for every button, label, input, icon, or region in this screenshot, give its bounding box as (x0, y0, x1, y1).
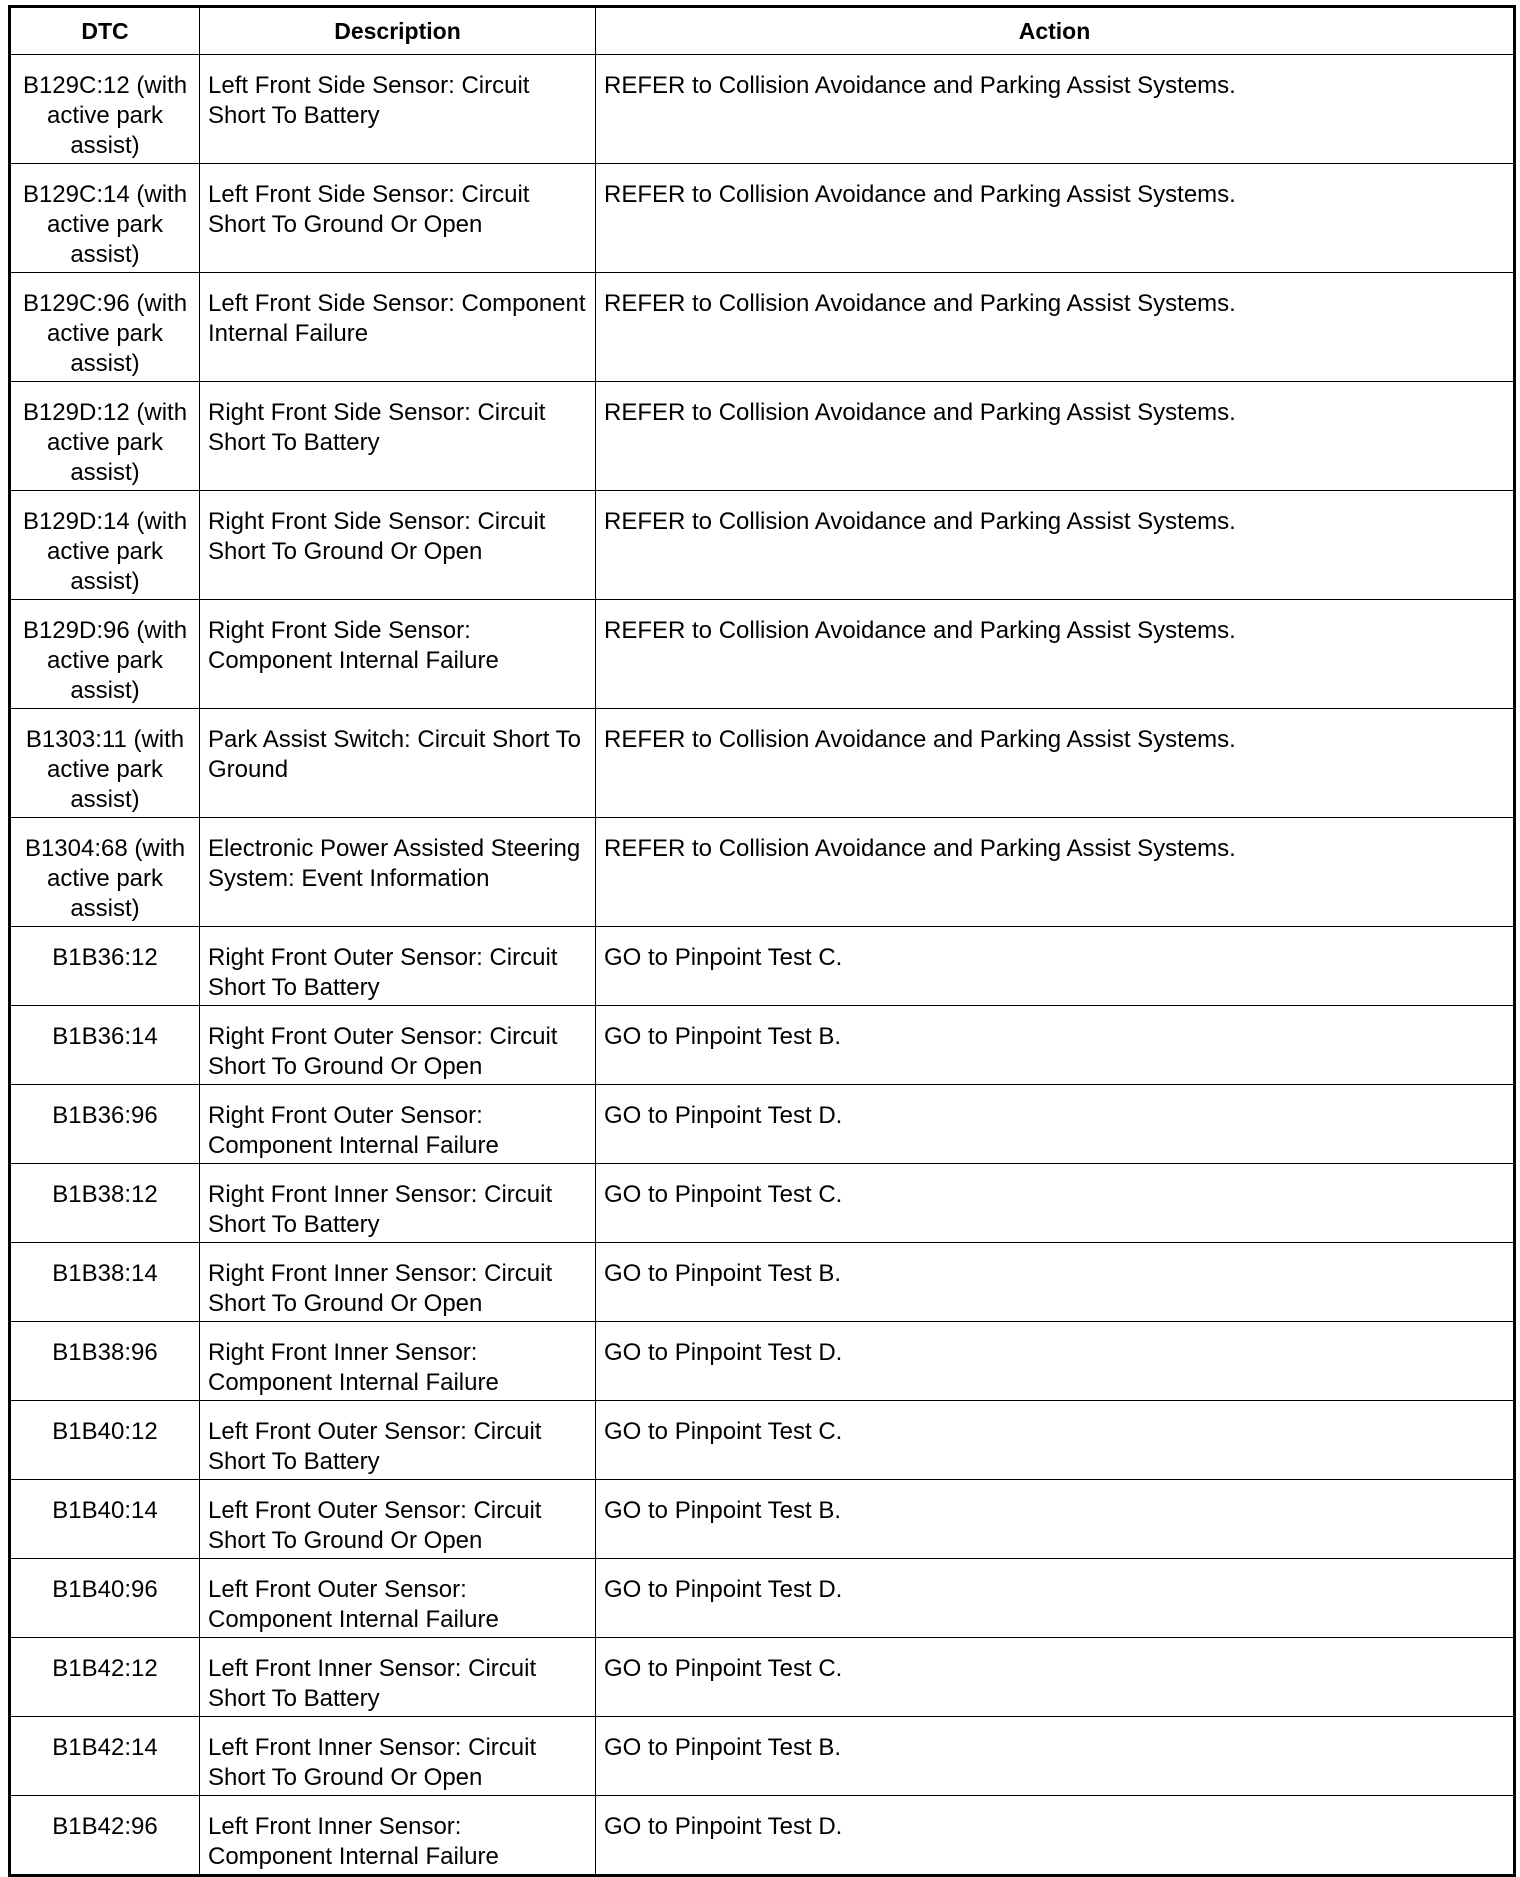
table-row (10, 1638, 1515, 1717)
table-row (10, 1322, 1515, 1401)
action-cell: REFER to Collision Avoidance and Parking Assist Systems. (596, 709, 1515, 818)
action-cell: GO to Pinpoint Test B. (596, 1006, 1515, 1085)
action-cell: REFER to Collision Avoidance and Parking Assist Systems. (596, 382, 1515, 491)
description-cell: Right Front Inner Sensor: Circuit Short To Ground Or Open (200, 1243, 596, 1322)
dtc-code-cell: B1B42:12 (10, 1638, 200, 1717)
table-row (10, 709, 1515, 818)
description-cell: Right Front Inner Sensor: Circuit Short To Battery (200, 1164, 596, 1243)
table-row (10, 1164, 1515, 1243)
description-cell: Right Front Outer Sensor: Circuit Short To Ground Or Open (200, 1006, 596, 1085)
dtc-code-cell: B1B36:12 (10, 927, 200, 1006)
dtc-code-cell: B129D:96 (with active park assist) (10, 600, 200, 709)
action-cell: REFER to Collision Avoidance and Parking Assist Systems. (596, 273, 1515, 382)
dtc-code-cell: B1303:11 (with active park assist) (10, 709, 200, 818)
action-cell: GO to Pinpoint Test C. (596, 1401, 1515, 1480)
dtc-code-cell: B129C:12 (with active park assist) (10, 55, 200, 164)
table-row (10, 55, 1515, 164)
dtc-code-cell: B1B42:96 (10, 1796, 200, 1876)
table-body (10, 55, 1515, 1876)
action-cell: GO to Pinpoint Test C. (596, 1638, 1515, 1717)
description-cell: Electronic Power Assisted Steering System: Event Information (200, 818, 596, 927)
action-cell: REFER to Collision Avoidance and Parking Assist Systems. (596, 55, 1515, 164)
description-cell: Park Assist Switch: Circuit Short To Ground (200, 709, 596, 818)
table-row (10, 273, 1515, 382)
dtc-code-cell: B1304:68 (with active park assist) (10, 818, 200, 927)
dtc-code-cell: B1B40:14 (10, 1480, 200, 1559)
action-cell: GO to Pinpoint Test B. (596, 1717, 1515, 1796)
description-cell: Right Front Side Sensor: Circuit Short To Battery (200, 382, 596, 491)
table-row (10, 600, 1515, 709)
description-cell: Right Front Outer Sensor: Circuit Short To Battery (200, 927, 596, 1006)
dtc-code-cell: B129C:96 (with active park assist) (10, 273, 200, 382)
table-row (10, 1559, 1515, 1638)
dtc-code-cell: B1B38:14 (10, 1243, 200, 1322)
table-row (10, 491, 1515, 600)
description-cell: Left Front Side Sensor: Circuit Short To Battery (200, 55, 596, 164)
table-row (10, 1085, 1515, 1164)
action-cell: GO to Pinpoint Test C. (596, 1164, 1515, 1243)
description-cell: Left Front Side Sensor: Circuit Short To Ground Or Open (200, 164, 596, 273)
action-cell: REFER to Collision Avoidance and Parking Assist Systems. (596, 818, 1515, 927)
description-cell: Right Front Inner Sensor: Component Internal Failure (200, 1322, 596, 1401)
description-cell: Left Front Side Sensor: Component Internal Failure (200, 273, 596, 382)
description-cell: Left Front Outer Sensor: Component Internal Failure (200, 1559, 596, 1638)
action-cell: REFER to Collision Avoidance and Parking Assist Systems. (596, 491, 1515, 600)
table-row (10, 1243, 1515, 1322)
dtc-code-cell: B1B36:96 (10, 1085, 200, 1164)
dtc-code-cell: B129D:14 (with active park assist) (10, 491, 200, 600)
action-cell: GO to Pinpoint Test D. (596, 1085, 1515, 1164)
table-row (10, 382, 1515, 491)
action-cell: REFER to Collision Avoidance and Parking Assist Systems. (596, 164, 1515, 273)
description-cell: Left Front Inner Sensor: Circuit Short To Battery (200, 1638, 596, 1717)
description-cell: Left Front Outer Sensor: Circuit Short To Ground Or Open (200, 1480, 596, 1559)
header-dtc: DTC (10, 7, 200, 55)
table-row (10, 818, 1515, 927)
action-cell: GO to Pinpoint Test C. (596, 927, 1515, 1006)
action-cell: GO to Pinpoint Test D. (596, 1796, 1515, 1876)
description-cell: Left Front Inner Sensor: Component Internal Failure (200, 1796, 596, 1876)
dtc-code-cell: B1B36:14 (10, 1006, 200, 1085)
dtc-code-cell: B1B42:14 (10, 1717, 200, 1796)
action-cell: REFER to Collision Avoidance and Parking Assist Systems. (596, 600, 1515, 709)
description-cell: Left Front Outer Sensor: Circuit Short To Battery (200, 1401, 596, 1480)
dtc-code-cell: B129C:14 (with active park assist) (10, 164, 200, 273)
description-cell: Right Front Side Sensor: Component Internal Failure (200, 600, 596, 709)
dtc-code-cell: B1B40:96 (10, 1559, 200, 1638)
description-cell: Right Front Outer Sensor: Component Internal Failure (200, 1085, 596, 1164)
description-cell: Right Front Side Sensor: Circuit Short To Ground Or Open (200, 491, 596, 600)
action-cell: GO to Pinpoint Test D. (596, 1559, 1515, 1638)
table-row (10, 927, 1515, 1006)
dtc-code-cell: B1B40:12 (10, 1401, 200, 1480)
dtc-code-cell: B1B38:96 (10, 1322, 200, 1401)
dtc-code-cell: B129D:12 (with active park assist) (10, 382, 200, 491)
table-header-row (10, 7, 1515, 55)
table-row (10, 1717, 1515, 1796)
table-row (10, 164, 1515, 273)
table-row (10, 1006, 1515, 1085)
header-action: Action (596, 7, 1515, 55)
action-cell: GO to Pinpoint Test B. (596, 1480, 1515, 1559)
table-row (10, 1796, 1515, 1876)
table-row (10, 1480, 1515, 1559)
header-description: Description (200, 7, 596, 55)
description-cell: Left Front Inner Sensor: Circuit Short To Ground Or Open (200, 1717, 596, 1796)
dtc-code-cell: B1B38:12 (10, 1164, 200, 1243)
action-cell: GO to Pinpoint Test D. (596, 1322, 1515, 1401)
table-row (10, 1401, 1515, 1480)
dtc-table (8, 5, 1516, 1877)
action-cell: GO to Pinpoint Test B. (596, 1243, 1515, 1322)
